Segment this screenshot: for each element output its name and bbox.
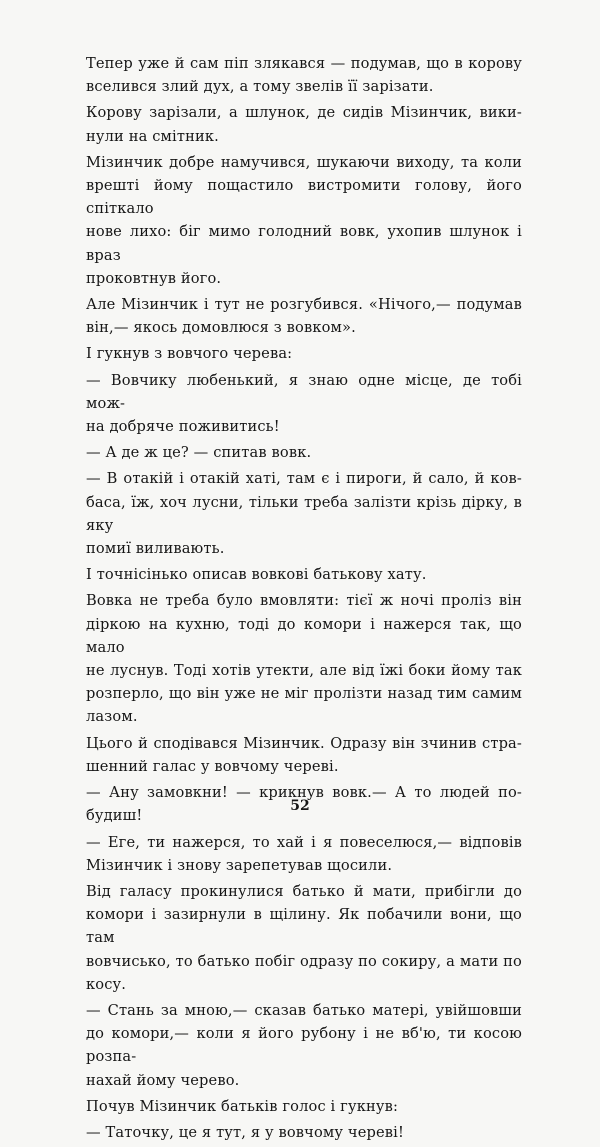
paragraph <box>86 52 522 98</box>
paragraph <box>86 1095 522 1118</box>
text-line: Тепер уже й сам піп злякався — подумав, що в корову <box>86 55 522 72</box>
text-line: косу. <box>86 975 127 993</box>
text-line: Від галасу прокинулися батько й мати, прибігли до <box>86 882 522 900</box>
text-line: комори і зазирнули в щілину. Як побачили вони, що там <box>86 906 522 947</box>
text-line: Мізинчик добре намучився, шукаючи виходу, та коли <box>86 153 522 171</box>
text-line: вовчисько, то батько побіг одразу по сокиру, а мати по <box>86 952 522 970</box>
text-line: вселився злий дух, а тому звелів її зарізати. <box>86 78 434 96</box>
text-line: баса, їж, хоч лусни, тільки треба залізти крізь дірку, в яку <box>86 493 522 534</box>
paragraph <box>86 1121 522 1144</box>
text-line: нове лихо: біг мимо голодний вовк, ухопив шлунок і враз <box>86 223 522 264</box>
text-line: Цього й сподівався Мізинчик. Одразу він зчинив стра- <box>86 734 522 752</box>
text-line: І гукнув з вовчого черева: <box>86 345 293 363</box>
text-line: — В отакій і отакій хаті, там є і пироги, й сало, й ков- <box>86 470 522 488</box>
text-line: шенний галас у вовчому череві. <box>86 757 339 775</box>
text-line: нули на смітник. <box>86 127 219 145</box>
text-line: — А де ж це? — спитав вовк. <box>86 444 312 462</box>
page-number: 52 <box>290 798 310 814</box>
text-line: не луснув. Тоді хотів утекти, але від їжі боки йому так <box>86 662 522 680</box>
paragraph <box>86 441 522 464</box>
text-line: будиш! <box>86 807 143 825</box>
text-line: на добряче поживитись! <box>86 418 280 436</box>
text-line: врешті йому пощастило вистромити голову, його спіткало <box>86 177 522 218</box>
paragraph <box>86 563 522 586</box>
paragraph <box>86 589 522 728</box>
paragraph <box>86 732 522 778</box>
text-line: — Вовчику любенький, я знаю одне місце, де тобі мож- <box>86 371 522 412</box>
text-line: — Стань за мною,— сказав батько матері, увійшовши <box>86 1001 522 1019</box>
text-line: Вовка не треба було вмовляти: тієї ж ночі проліз він <box>86 592 522 610</box>
text-line: проковтнув його. <box>86 269 222 287</box>
text-line: — Таточку, це я тут, я у вовчому череві! <box>86 1123 404 1141</box>
text-line: — Ану замовкни! — крикнув вовк.— А то людей по- <box>86 784 522 802</box>
text-line: розперло, що він уже не міг пролізти назад тим самим <box>86 685 522 703</box>
text-line: Корову зарізали, а шлунок, де сидів Мізинчик, вики- <box>86 104 522 122</box>
text-line: — Еге, ти нажерся, то хай і я повеселюся,— відповів <box>86 833 522 851</box>
text-line: нахай йому черево. <box>86 1071 240 1089</box>
text-line: Почув Мізинчик батьків голос і гукнув: <box>86 1097 399 1115</box>
text-line: діркою на кухню, тоді до комори і нажерся так, що мало <box>86 615 522 656</box>
paragraph <box>86 831 522 877</box>
paragraph <box>86 999 522 1092</box>
text-line: до комори,— коли я його рубону і не вб'ю, ти косою розпа- <box>86 1025 522 1066</box>
text-line: Але Мізинчик і тут не розгубився. «Нічого,— подумав <box>86 296 522 314</box>
paragraph <box>86 101 522 147</box>
paragraph <box>86 467 522 560</box>
paragraph <box>86 293 522 339</box>
paragraph <box>86 369 522 439</box>
text-line: лазом. <box>86 708 138 726</box>
page-body <box>86 52 522 1147</box>
text-line: помиї виливають. <box>86 540 225 558</box>
text-line: І точнісінько описав вовкові батькову хату. <box>86 566 427 584</box>
paragraph <box>86 880 522 996</box>
text-line: він,— якось домовлюся з вовком». <box>86 319 356 337</box>
paragraph <box>86 342 522 365</box>
text-line: Мізинчик і знову зарепетував щосили. <box>86 856 393 874</box>
paragraph <box>86 151 522 290</box>
